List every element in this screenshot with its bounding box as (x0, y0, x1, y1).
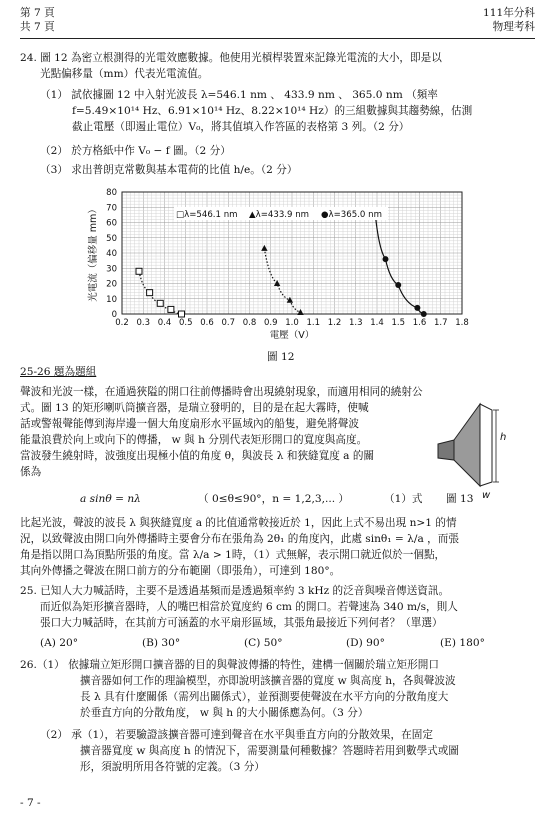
section-title: 25-26 題為題組 (20, 366, 97, 378)
x-tick-label: 0.8 (242, 318, 257, 328)
legend-entry: □λ=546.1 nm (176, 210, 238, 220)
total-pages-label: 共 7 頁 (20, 21, 55, 33)
passage-line8: 況，以致聲波由開口向外傳播時主要會分布在張角為 2θ₁ 的角度內，此處 sinθ₁ = λ/a ，而張 (20, 533, 459, 545)
passage-line2: 式。圖 13 的矩形喇叭筒擴音器，是瑞立發明的，目的是在起大霧時，使喊 (20, 402, 369, 414)
q24-part1-line1: （1） 試依據圖 12 中入射光波長 λ=546.1 nm 、 433.9 nm 、 365.0 nm （頻率 (40, 89, 438, 101)
x-axis-label: 電壓（V） (269, 330, 315, 341)
data-point-square (168, 306, 174, 312)
passage-line4: 能量浪費於向上或向下的傳播， w 與 h 分別代表矩形開口的寬度與高度。 (20, 434, 368, 446)
legend-entry: ▲λ=433.9 nm (249, 210, 310, 220)
q24-part3: （3） 求出普朗克常數與基本電荷的比值 h/e。（2 分） (40, 164, 298, 176)
q24-part2: （2） 於方格紙中作 V₀ − f 圖。（2 分） (40, 145, 231, 157)
horn-throat (438, 440, 454, 460)
x-tick-label: 0.4 (157, 318, 172, 328)
q26-part1-line1: 26.（1） 依據瑞立矩形開口擴音器的目的與聲波傳播的特性，建構一個關於瑞立矩形開口 (20, 659, 439, 671)
data-point-circle (414, 305, 420, 311)
x-tick-label: 0.3 (136, 318, 151, 328)
horn-width-label: w (482, 490, 491, 500)
x-tick-label: 1.4 (370, 318, 384, 328)
subject-label: 物理考科 (492, 21, 535, 33)
q25-option-e: (E) 180° (440, 637, 485, 649)
x-tick-label: 0.6 (200, 318, 214, 328)
y-tick-label: 40 (106, 249, 117, 259)
y-tick-label: 80 (106, 188, 117, 198)
x-tick-label: 1.2 (327, 318, 342, 328)
y-tick-label: 0 (111, 310, 117, 320)
q25-option-c: (C) 50° (244, 637, 283, 649)
x-tick-label: 1.3 (348, 318, 363, 328)
header-divider (20, 38, 535, 39)
y-axis-label: 光電流（偏移量 mm） (88, 204, 99, 302)
q26-part2-line2: 擴音器寬度 w 與高度 h 的情況下，需要測量何種數據？答題時若用到數學式或圖 (80, 745, 459, 757)
q25-option-d: (D) 90° (346, 637, 385, 649)
y-tick-label: 10 (106, 294, 117, 305)
x-tick-label: 1.5 (391, 318, 406, 328)
horn-height-label: h (500, 432, 507, 443)
passage-line10: 其向外傳播之聲波在開口前方的分布範圍（即張角），可達到 180°。 (20, 565, 341, 577)
legend-entry: ●λ=365.0 nm (321, 210, 382, 220)
q26-part1-line2: 擴音器如何工作的理論模型，亦即說明該擴音器的寬度 w 與高度 h，各與聲波波 (80, 675, 456, 687)
data-point-circle (421, 311, 427, 317)
q26-part2-line3: 形，須說明所用各符號的定義。（3 分） (80, 761, 265, 773)
figure-13-caption: 圖 13 (446, 493, 474, 505)
footer-page-number: - 7 - (20, 797, 41, 809)
horn-side (454, 404, 480, 486)
data-point-square (147, 290, 153, 296)
y-tick-label: 50 (106, 233, 117, 244)
q26-part1-line4: 於垂直方向的分散角度， w 與 h 的大小關係應為何。（3 分） (80, 707, 369, 719)
x-tick-label: 1.6 (412, 318, 427, 328)
exam-year-label: 111年分科 (482, 7, 535, 19)
data-point-square (179, 311, 185, 317)
data-point-circle (383, 256, 389, 262)
horn-mouth (480, 404, 492, 486)
q25-stem-line1: 25. 已知人大力喊話時，主要不是透過基頻而是透過頻率約 3 kHz 的泛音與噪音傳送資訊。 (20, 585, 450, 597)
passage-line7: 比起光波，聲波的波長 λ 與狹縫寬度 a 的比值通常較接近於 1，因此上式不易出現 n>1 的情 (20, 517, 457, 529)
x-tick-label: 1.0 (285, 318, 299, 328)
x-tick-label: 0.9 (263, 318, 278, 328)
x-tick-label: 0.2 (115, 318, 129, 328)
photoelectric-chart (78, 182, 488, 352)
x-tick-label: 1.8 (455, 318, 469, 328)
y-tick-label: 70 (106, 203, 117, 214)
y-tick-label: 60 (106, 218, 117, 229)
data-point-circle (395, 282, 401, 288)
q25-stem-line3: 張口大力喊話時，在其前方可涵蓋的水平扇形區域，其張角最接近下列何者？（單選） (40, 617, 443, 629)
q24-part1-line3: 截止電壓（即遏止電位）V₀，將其值填入作答區的表格第 3 列。（2 分） (72, 121, 410, 133)
passage-line1: 聲波和光波一樣，在通過狹隘的開口往前傳播時會出現繞射現象，而適用相同的繞射公 (20, 386, 423, 398)
passage-line3: 話或警報聲能傳到海岸邊一個大角度扇形水平區域內的船隻，避免將聲波 (20, 418, 359, 430)
horn-speaker-figure (434, 400, 524, 500)
passage-line9: 角是指以開口為頂點所張的角度。當 λ/a > 1時，（1）式無解，表示開口就近似於一個點， (20, 549, 446, 561)
x-tick-label: 1.1 (306, 318, 321, 328)
q24-part1-line2: f=5.49×10¹⁴ Hz、6.91×10¹⁴ Hz、8.22×10¹⁴ Hz）的三組數據與其趨勢線，估測 (72, 105, 473, 117)
page-number-label: 第 7 頁 (20, 7, 55, 19)
data-point-square (157, 300, 163, 306)
formula-condition: （ 0≤θ≤90°，n = 1,2,3,... ） (198, 493, 350, 505)
q25-stem-line2: 而近似為矩形擴音器時，人的嘴巴相當於寬度約 6 cm 的開口。若聲速為 340 m/s，則人 (40, 601, 458, 613)
q26-part2-line1: （2） 承（1），若要驗證該擴音器可達到聲音在水平與垂直方向的分散效果，在固定 (40, 729, 433, 741)
x-tick-label: 0.7 (221, 318, 236, 328)
chart-legend (174, 207, 388, 220)
q24-stem-line1: 24. 圖 12 為密立根測得的光電效應數據。他使用光槓桿裝置來記錄光電流的大小，即是以 (20, 52, 442, 64)
x-tick-label: 0.5 (178, 318, 193, 328)
q25-option-b: (B) 30° (142, 637, 181, 649)
q25-option-a: (A) 20° (40, 637, 79, 649)
q24-stem-line2: 光點偏移量（mm）代表光電流值。 (40, 68, 209, 80)
y-tick-label: 20 (106, 279, 117, 290)
data-point-square (136, 268, 142, 274)
q26-part1-line3: 長 λ 具有什麼關係（需列出關係式），並預測要使聲波在水平方向的分散角度大 (80, 691, 449, 703)
x-tick-label: 1.7 (433, 318, 448, 328)
y-tick-label: 30 (106, 264, 117, 275)
passage-line6: 係為 (20, 466, 42, 478)
formula-diffraction: a sinθ = nλ (80, 493, 141, 505)
figure-12-caption: 圖 12 (267, 351, 295, 363)
formula-number: （1）式 (384, 493, 423, 505)
passage-line5: 當波發生繞射時，波強度出現極小值的角度 θ，與波長 λ 和狹縫寬度 a 的關 (20, 450, 375, 462)
